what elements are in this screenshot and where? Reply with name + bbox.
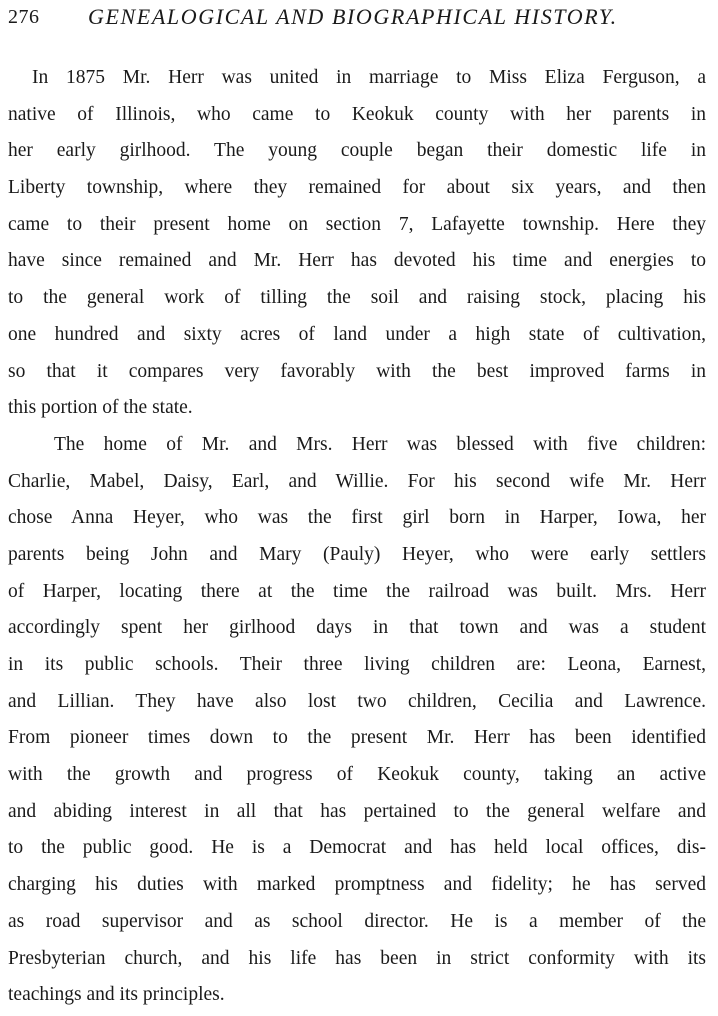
body-text [8, 60, 706, 1014]
text-line: Charlie, Mabel, Daisy, Earl, and Willie. For his second wife Mr. Herr [8, 470, 706, 492]
text-line: accordingly spent her girlhood days in that town and was a student [8, 617, 706, 639]
text-line: native of Illinois, who came to Keokuk county with her parents in [8, 103, 706, 125]
text-line: From pioneer times down to the present Mr. Herr has been identified [8, 727, 706, 749]
text-line: teachings and its principles. [8, 984, 225, 1006]
text-line: Presbyterian church, and his life has been in strict conformity with its [8, 947, 706, 969]
running-head [8, 4, 708, 30]
text-line: The home of Mr. and Mrs. Herr was blessed with five children: [54, 433, 706, 455]
text-line: with the growth and progress of Keokuk county, taking an active [8, 764, 706, 786]
text-line: in its public schools. Their three living children are: Leona, Earnest, [8, 654, 706, 675]
text-line: so that it compares very favorably with the best improved farms in [8, 360, 706, 382]
page-number: 276 [8, 6, 40, 28]
text-line: her early girlhood. The young couple began their domestic life in [8, 140, 706, 162]
text-line: charging his duties with marked promptness and fidelity; he has served [8, 874, 706, 896]
text-line: of Harper, locating there at the time the railroad was built. Mrs. Herr [8, 580, 706, 602]
running-title: GENEALOGICAL AND BIOGRAPHICAL HISTORY. [88, 4, 618, 29]
text-line: and abiding interest in all that has pertained to the general welfare and [8, 800, 706, 822]
text-line: one hundred and sixty acres of land under a high state of cultivation, [8, 323, 706, 345]
text-line: to the public good. He is a Democrat and has held local offices, dis- [8, 837, 706, 859]
text-line: and Lillian. They have also lost two children, Cecilia and Lawrence. [8, 690, 706, 712]
paragraph-marriage [8, 60, 706, 427]
text-line: parents being John and Mary (Pauly) Heyer, who were early settlers [8, 543, 706, 565]
text-line: have since remained and Mr. Herr has devoted his time and energies to [8, 250, 706, 272]
text-line: as road supervisor and as school director. He is a member of the [8, 910, 706, 932]
paragraph-family [8, 427, 706, 1014]
text-line: In 1875 Mr. Herr was united in marriage to Miss Eliza Ferguson, a [32, 67, 706, 88]
text-line: this portion of the state. [8, 397, 193, 419]
text-line: Liberty township, where they remained for about six years, and then [8, 177, 706, 199]
text-line: chose Anna Heyer, who was the first girl born in Harper, Iowa, her [8, 507, 706, 529]
text-line: to the general work of tilling the soil and raising stock, placing his [8, 287, 706, 309]
text-line: came to their present home on section 7, Lafayette township. Here they [8, 213, 706, 235]
